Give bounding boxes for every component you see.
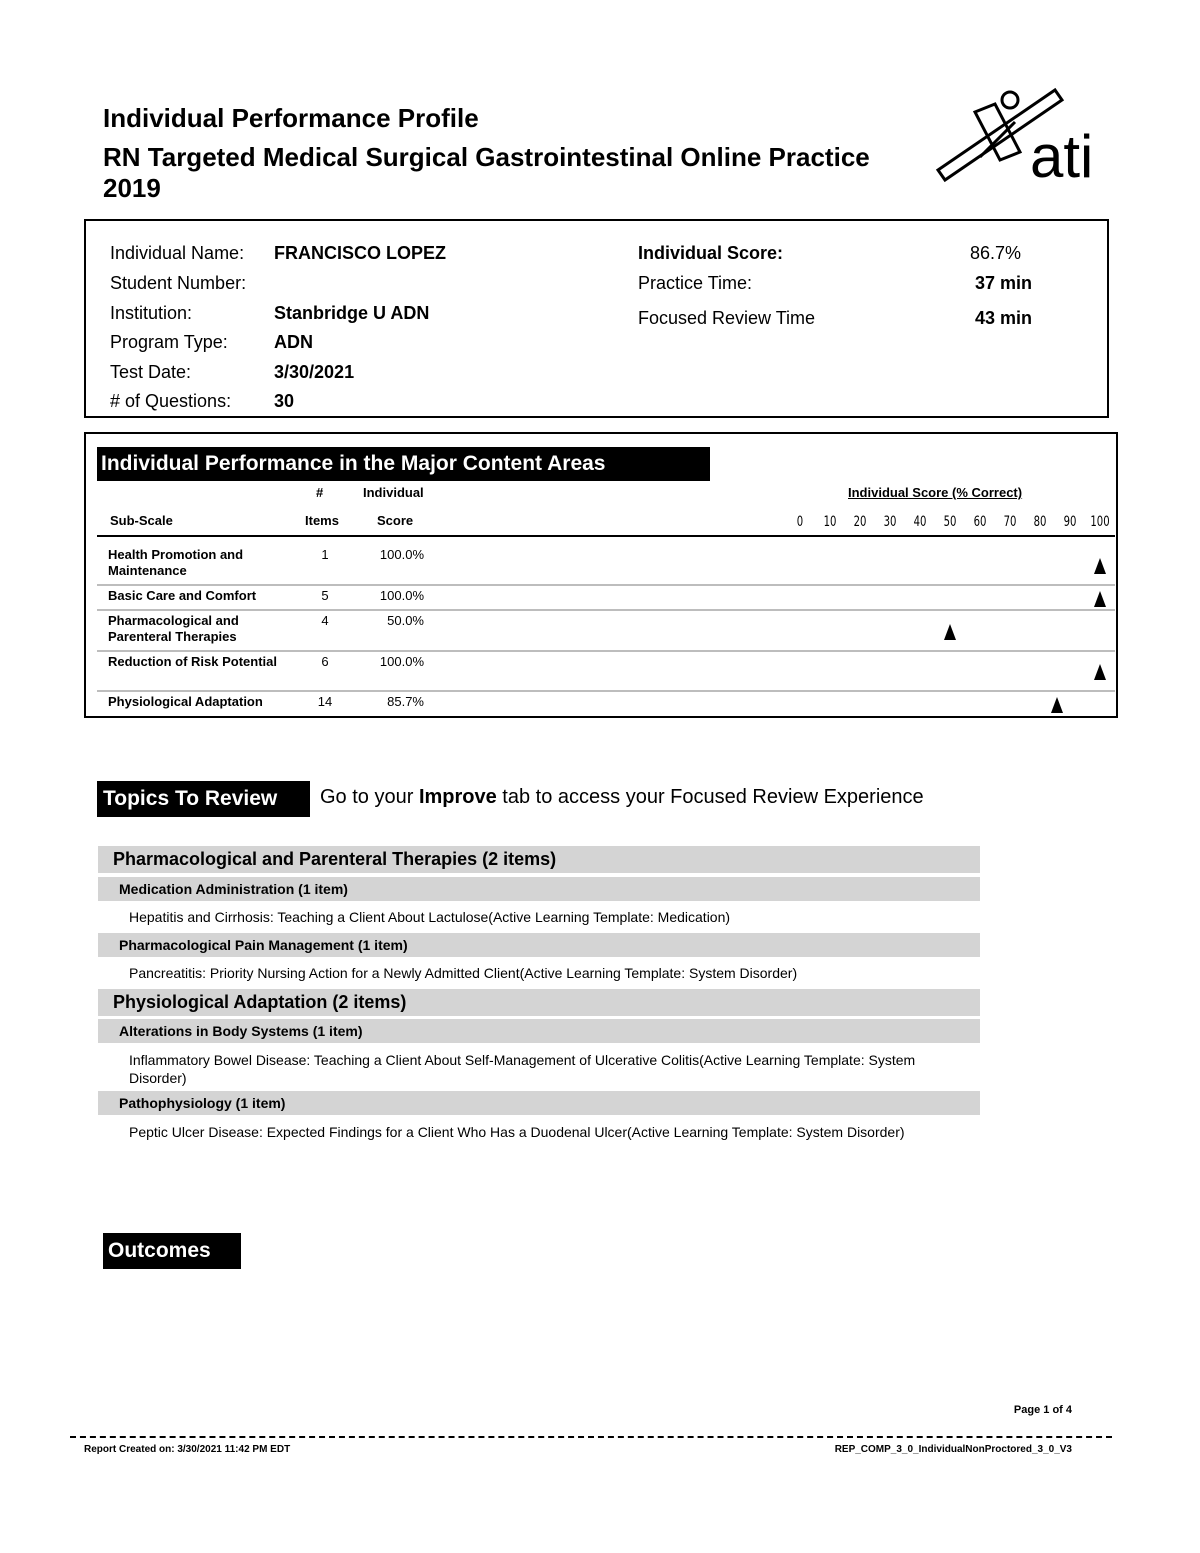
subscale-name: Health Promotion and Maintenance <box>108 547 244 578</box>
score-marker <box>1051 697 1063 713</box>
subscale-score: 50.0% <box>387 613 424 628</box>
col-items-header: Items <box>305 513 339 528</box>
program-type-value: ADN <box>274 332 313 352</box>
student-number-label: Student Number: <box>110 273 247 293</box>
subscale-item-count: 1 <box>321 547 329 562</box>
subscale-name: Pharmacological and Parenteral Therapies <box>108 613 239 644</box>
topic-group-header: Physiological Adaptation (2 items) <box>98 989 980 1016</box>
chart-tick-label: 100 <box>1090 514 1110 530</box>
ati-logo <box>920 82 1110 192</box>
improve-tab-reference: Improve <box>418 786 497 808</box>
topic-subgroup-header: Pharmacological Pain Management (1 item) <box>98 933 980 957</box>
chart-title: Individual Score (% Correct) <box>848 485 1023 500</box>
chart-tick-label: 80 <box>1033 514 1047 530</box>
practice-time-label: Practice Time: <box>638 273 753 293</box>
test-date-label: Test Date: <box>110 362 192 382</box>
assessment-name: RN Targeted Medical Surgical Gastrointestinal Online Practice <box>103 142 870 172</box>
focused-review-label: Focused Review Time <box>638 308 816 328</box>
chart-tick-label: 60 <box>973 514 987 530</box>
score-marker <box>1094 591 1106 607</box>
page-number: Page 1 of 4 <box>1013 1404 1072 1416</box>
subscale-item-count: 5 <box>321 588 329 603</box>
chart-tick-label: 90 <box>1063 514 1077 530</box>
program-type-label: Program Type: <box>110 332 228 352</box>
chart-tick-label: 50 <box>943 514 957 530</box>
subscale-name: Basic Care and Comfort <box>108 588 257 603</box>
col-score-header: Score <box>377 513 414 528</box>
report-title: Individual Performance Profile <box>103 103 479 133</box>
institution-value: Stanbridge U ADN <box>274 303 430 323</box>
subscale-score: 100.0% <box>379 588 424 603</box>
score-marker <box>1094 664 1106 680</box>
subscale-score: 85.7% <box>387 694 424 709</box>
questions-label: # of Questions: <box>110 391 232 411</box>
row-divider <box>97 584 1115 586</box>
ati-logo-text: ati <box>1030 123 1094 190</box>
topic-item: Hepatitis and Cirrhosis: Teaching a Client About Lactulose(Active Learning Template: Medication) <box>129 909 731 925</box>
chart-tick-label: 30 <box>883 514 897 530</box>
practice-time-value: 37 min <box>975 273 1033 293</box>
chart-tick-label: 10 <box>823 514 837 530</box>
topic-item: Pancreatitis: Priority Nursing Action for a Newly Admitted Client(Active Learning Template: System Disorder) <box>129 965 798 981</box>
subscale-score: 100.0% <box>379 654 424 669</box>
table-header-rule <box>97 535 1115 537</box>
chart-tick-label: 0 <box>796 514 804 530</box>
chart-tick-label: 20 <box>853 514 867 530</box>
topic-group-header: Pharmacological and Parenteral Therapies (2 items) <box>98 846 980 873</box>
row-divider <box>97 650 1115 652</box>
report-code: REP_COMP_3_0_IndividualNonProctored_3_0_V3 <box>834 1444 1072 1455</box>
institution-label: Institution: <box>110 303 193 323</box>
score-marker <box>1094 558 1106 574</box>
report-created: Report Created on: 3/30/2021 11:42 PM EDT <box>84 1444 291 1455</box>
test-date-value: 3/30/2021 <box>274 362 355 382</box>
row-divider <box>97 609 1115 611</box>
topics-instruction-post: tab to access your Focused Review Experience <box>496 786 924 808</box>
topic-subgroup-header: Pathophysiology (1 item) <box>98 1091 980 1115</box>
questions-value: 30 <box>274 391 295 411</box>
name-label: Individual Name: <box>110 243 245 263</box>
outcomes-tag: Outcomes <box>103 1233 241 1269</box>
assessment-year: 2019 <box>103 173 161 203</box>
subscale-item-count: 4 <box>321 613 329 628</box>
col-individual-header: Individual <box>363 485 424 500</box>
score-marker <box>944 624 956 640</box>
topics-instruction-pre: Go to your <box>320 786 419 808</box>
topics-to-review-tag: Topics To Review <box>97 781 310 817</box>
subscale-name: Physiological Adaptation <box>108 694 263 709</box>
individual-score-value: 86.7% <box>970 243 1022 263</box>
subscale-name: Reduction of Risk Potential <box>108 654 278 669</box>
subscale-item-count: 6 <box>321 654 329 669</box>
topics-instruction <box>320 786 924 809</box>
subscale-item-count: 14 <box>317 694 333 709</box>
focused-review-value: 43 min <box>975 308 1033 328</box>
performance-heading: Individual Performance in the Major Content Areas <box>97 447 710 481</box>
name-value: FRANCISCO LOPEZ <box>274 243 447 263</box>
chart-tick-label: 70 <box>1003 514 1017 530</box>
topic-subgroup-header: Medication Administration (1 item) <box>98 877 980 901</box>
row-divider <box>97 690 1115 692</box>
col-hash-header: # <box>316 485 324 500</box>
col-subscale-header: Sub-Scale <box>110 513 173 528</box>
topic-item: Inflammatory Bowel Disease: Teaching a Client About Self-Management of Ulcerative Colitis(Active Learning Template: System Disorder) <box>129 1052 916 1086</box>
individual-score-label: Individual Score: <box>638 243 784 263</box>
topic-subgroup-header: Alterations in Body Systems (1 item) <box>98 1019 980 1043</box>
topic-item: Peptic Ulcer Disease: Expected Findings for a Client Who Has a Duodenal Ulcer(Active Learning Template: System Disorder) <box>129 1124 905 1140</box>
chart-tick-label: 40 <box>913 514 927 530</box>
footer-divider <box>70 1436 1112 1438</box>
subscale-score: 100.0% <box>379 547 424 562</box>
